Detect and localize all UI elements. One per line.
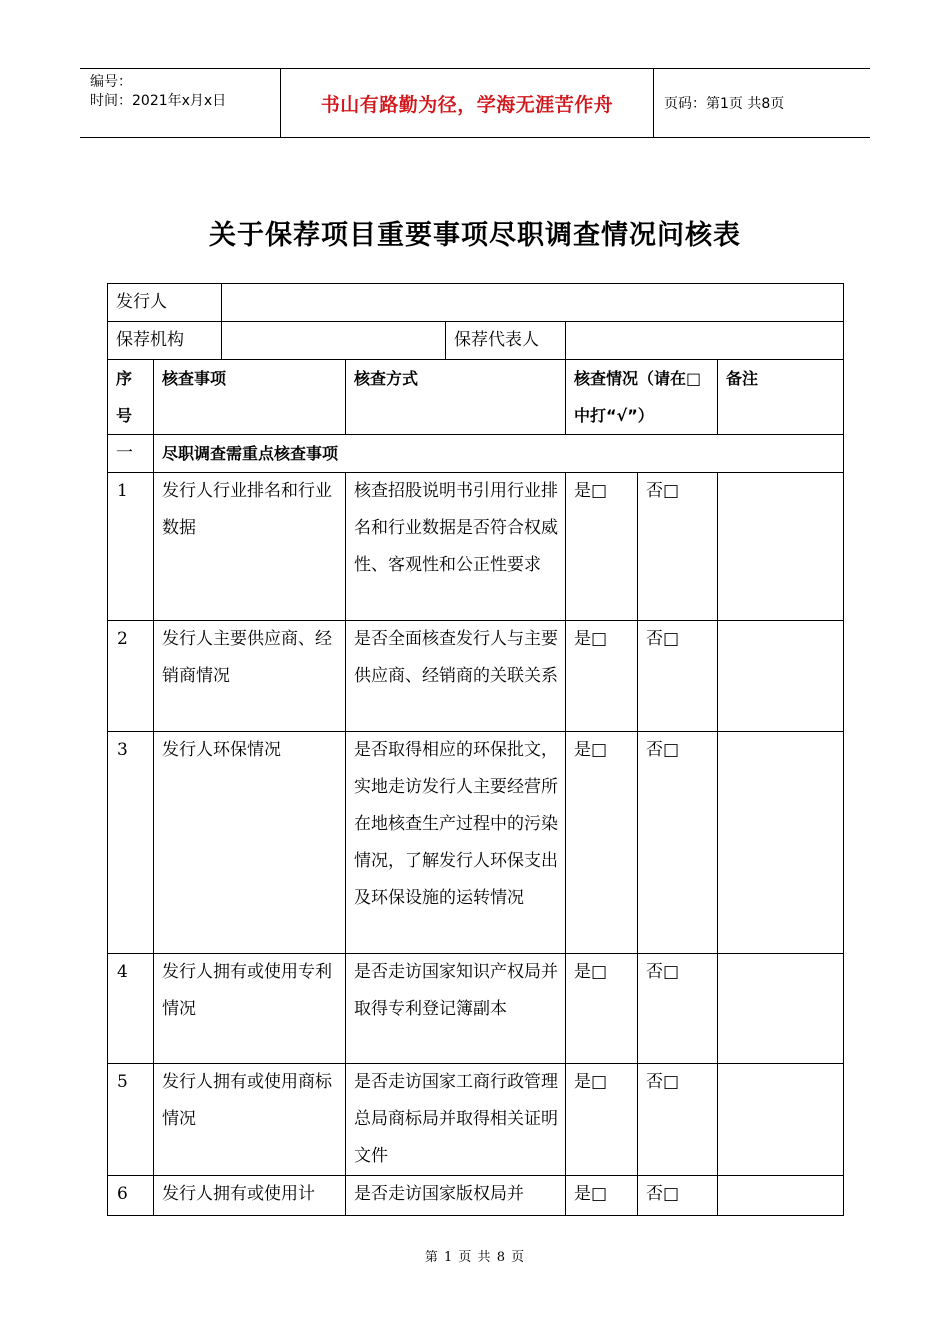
row-method: 是否走访国家知识产权局并取得专利登记簿副本 xyxy=(346,954,566,1064)
no-checkbox[interactable]: 否□ xyxy=(638,473,718,621)
header-page-info: 页码：第1页 共8页 xyxy=(664,96,785,112)
issuer-label: 发行人 xyxy=(108,284,222,322)
sponsor-value[interactable] xyxy=(222,322,446,360)
row-method: 核查招股说明书引用行业排名和行业数据是否符合权威性、客观性和公正性要求 xyxy=(346,473,566,621)
col-item: 核查事项 xyxy=(154,360,346,435)
yes-checkbox[interactable]: 是□ xyxy=(566,473,638,621)
header-meta xyxy=(80,69,281,137)
col-status: 核查情况（请在□中打“√”） xyxy=(566,360,718,435)
row-num: 3 xyxy=(108,732,154,954)
table-row xyxy=(108,954,844,1064)
yes-checkbox[interactable]: 是□ xyxy=(566,954,638,1064)
row-num: 6 xyxy=(108,1176,154,1216)
verification-table xyxy=(107,283,844,1216)
sponsor-row xyxy=(108,322,844,360)
table-row xyxy=(108,473,844,621)
issuer-row xyxy=(108,284,844,322)
no-checkbox[interactable]: 否□ xyxy=(638,732,718,954)
issuer-value[interactable] xyxy=(222,284,844,322)
row-item: 发行人拥有或使用专利情况 xyxy=(154,954,346,1064)
row-remark[interactable] xyxy=(718,473,844,621)
row-method: 是否取得相应的环保批文，实地走访发行人主要经营所在地核查生产过程中的污染情况，了解发行人环保支出及环保设施的运转情况 xyxy=(346,732,566,954)
document-title: 关于保荐项目重要事项尽职调查情况问核表 xyxy=(209,220,741,251)
sponsor-label: 保荐机构 xyxy=(108,322,222,360)
time-label: 时间：2021年x月x日 xyxy=(90,93,227,109)
row-remark[interactable] xyxy=(718,1176,844,1216)
row-item: 发行人主要供应商、经销商情况 xyxy=(154,621,346,732)
row-num: 5 xyxy=(108,1064,154,1176)
serial-label: 编号： xyxy=(90,74,132,90)
rep-value[interactable] xyxy=(566,322,844,360)
rep-label: 保荐代表人 xyxy=(446,322,566,360)
row-method: 是否走访国家工商行政管理总局商标局并取得相关证明文件 xyxy=(346,1064,566,1176)
row-item: 发行人拥有或使用计 xyxy=(154,1176,346,1216)
page-footer: 第 1 页 共 8 页 xyxy=(424,1250,526,1265)
row-item: 发行人行业排名和行业数据 xyxy=(154,473,346,621)
yes-checkbox[interactable]: 是□ xyxy=(566,1064,638,1176)
yes-checkbox[interactable]: 是□ xyxy=(566,1176,638,1216)
row-num: 2 xyxy=(108,621,154,732)
yes-checkbox[interactable]: 是□ xyxy=(566,621,638,732)
row-remark[interactable] xyxy=(718,732,844,954)
col-seq: 序号 xyxy=(108,360,154,435)
row-item: 发行人环保情况 xyxy=(154,732,346,954)
row-remark[interactable] xyxy=(718,621,844,732)
row-remark[interactable] xyxy=(718,954,844,1064)
row-remark[interactable] xyxy=(718,1064,844,1176)
row-method: 是否走访国家版权局并 xyxy=(346,1176,566,1216)
section-num: 一 xyxy=(108,435,154,473)
no-checkbox[interactable]: 否□ xyxy=(638,954,718,1064)
row-item: 发行人拥有或使用商标情况 xyxy=(154,1064,346,1176)
no-checkbox[interactable]: 否□ xyxy=(638,1176,718,1216)
table-row xyxy=(108,1176,844,1216)
header-motto: 书山有路勤为径，学海无涯苦作舟 xyxy=(281,69,654,137)
no-checkbox[interactable]: 否□ xyxy=(638,1064,718,1176)
section-title: 尽职调查需重点核查事项 xyxy=(154,435,844,473)
page-header xyxy=(80,68,870,138)
table-row xyxy=(108,732,844,954)
section-row xyxy=(108,435,844,473)
column-header-row xyxy=(108,360,844,435)
table-row xyxy=(108,1064,844,1176)
no-checkbox[interactable]: 否□ xyxy=(638,621,718,732)
table-row xyxy=(108,621,844,732)
col-remark: 备注 xyxy=(718,360,844,435)
row-num: 1 xyxy=(108,473,154,621)
yes-checkbox[interactable]: 是□ xyxy=(566,732,638,954)
row-method: 是否全面核查发行人与主要供应商、经销商的关联关系 xyxy=(346,621,566,732)
row-num: 4 xyxy=(108,954,154,1064)
col-method: 核查方式 xyxy=(346,360,566,435)
